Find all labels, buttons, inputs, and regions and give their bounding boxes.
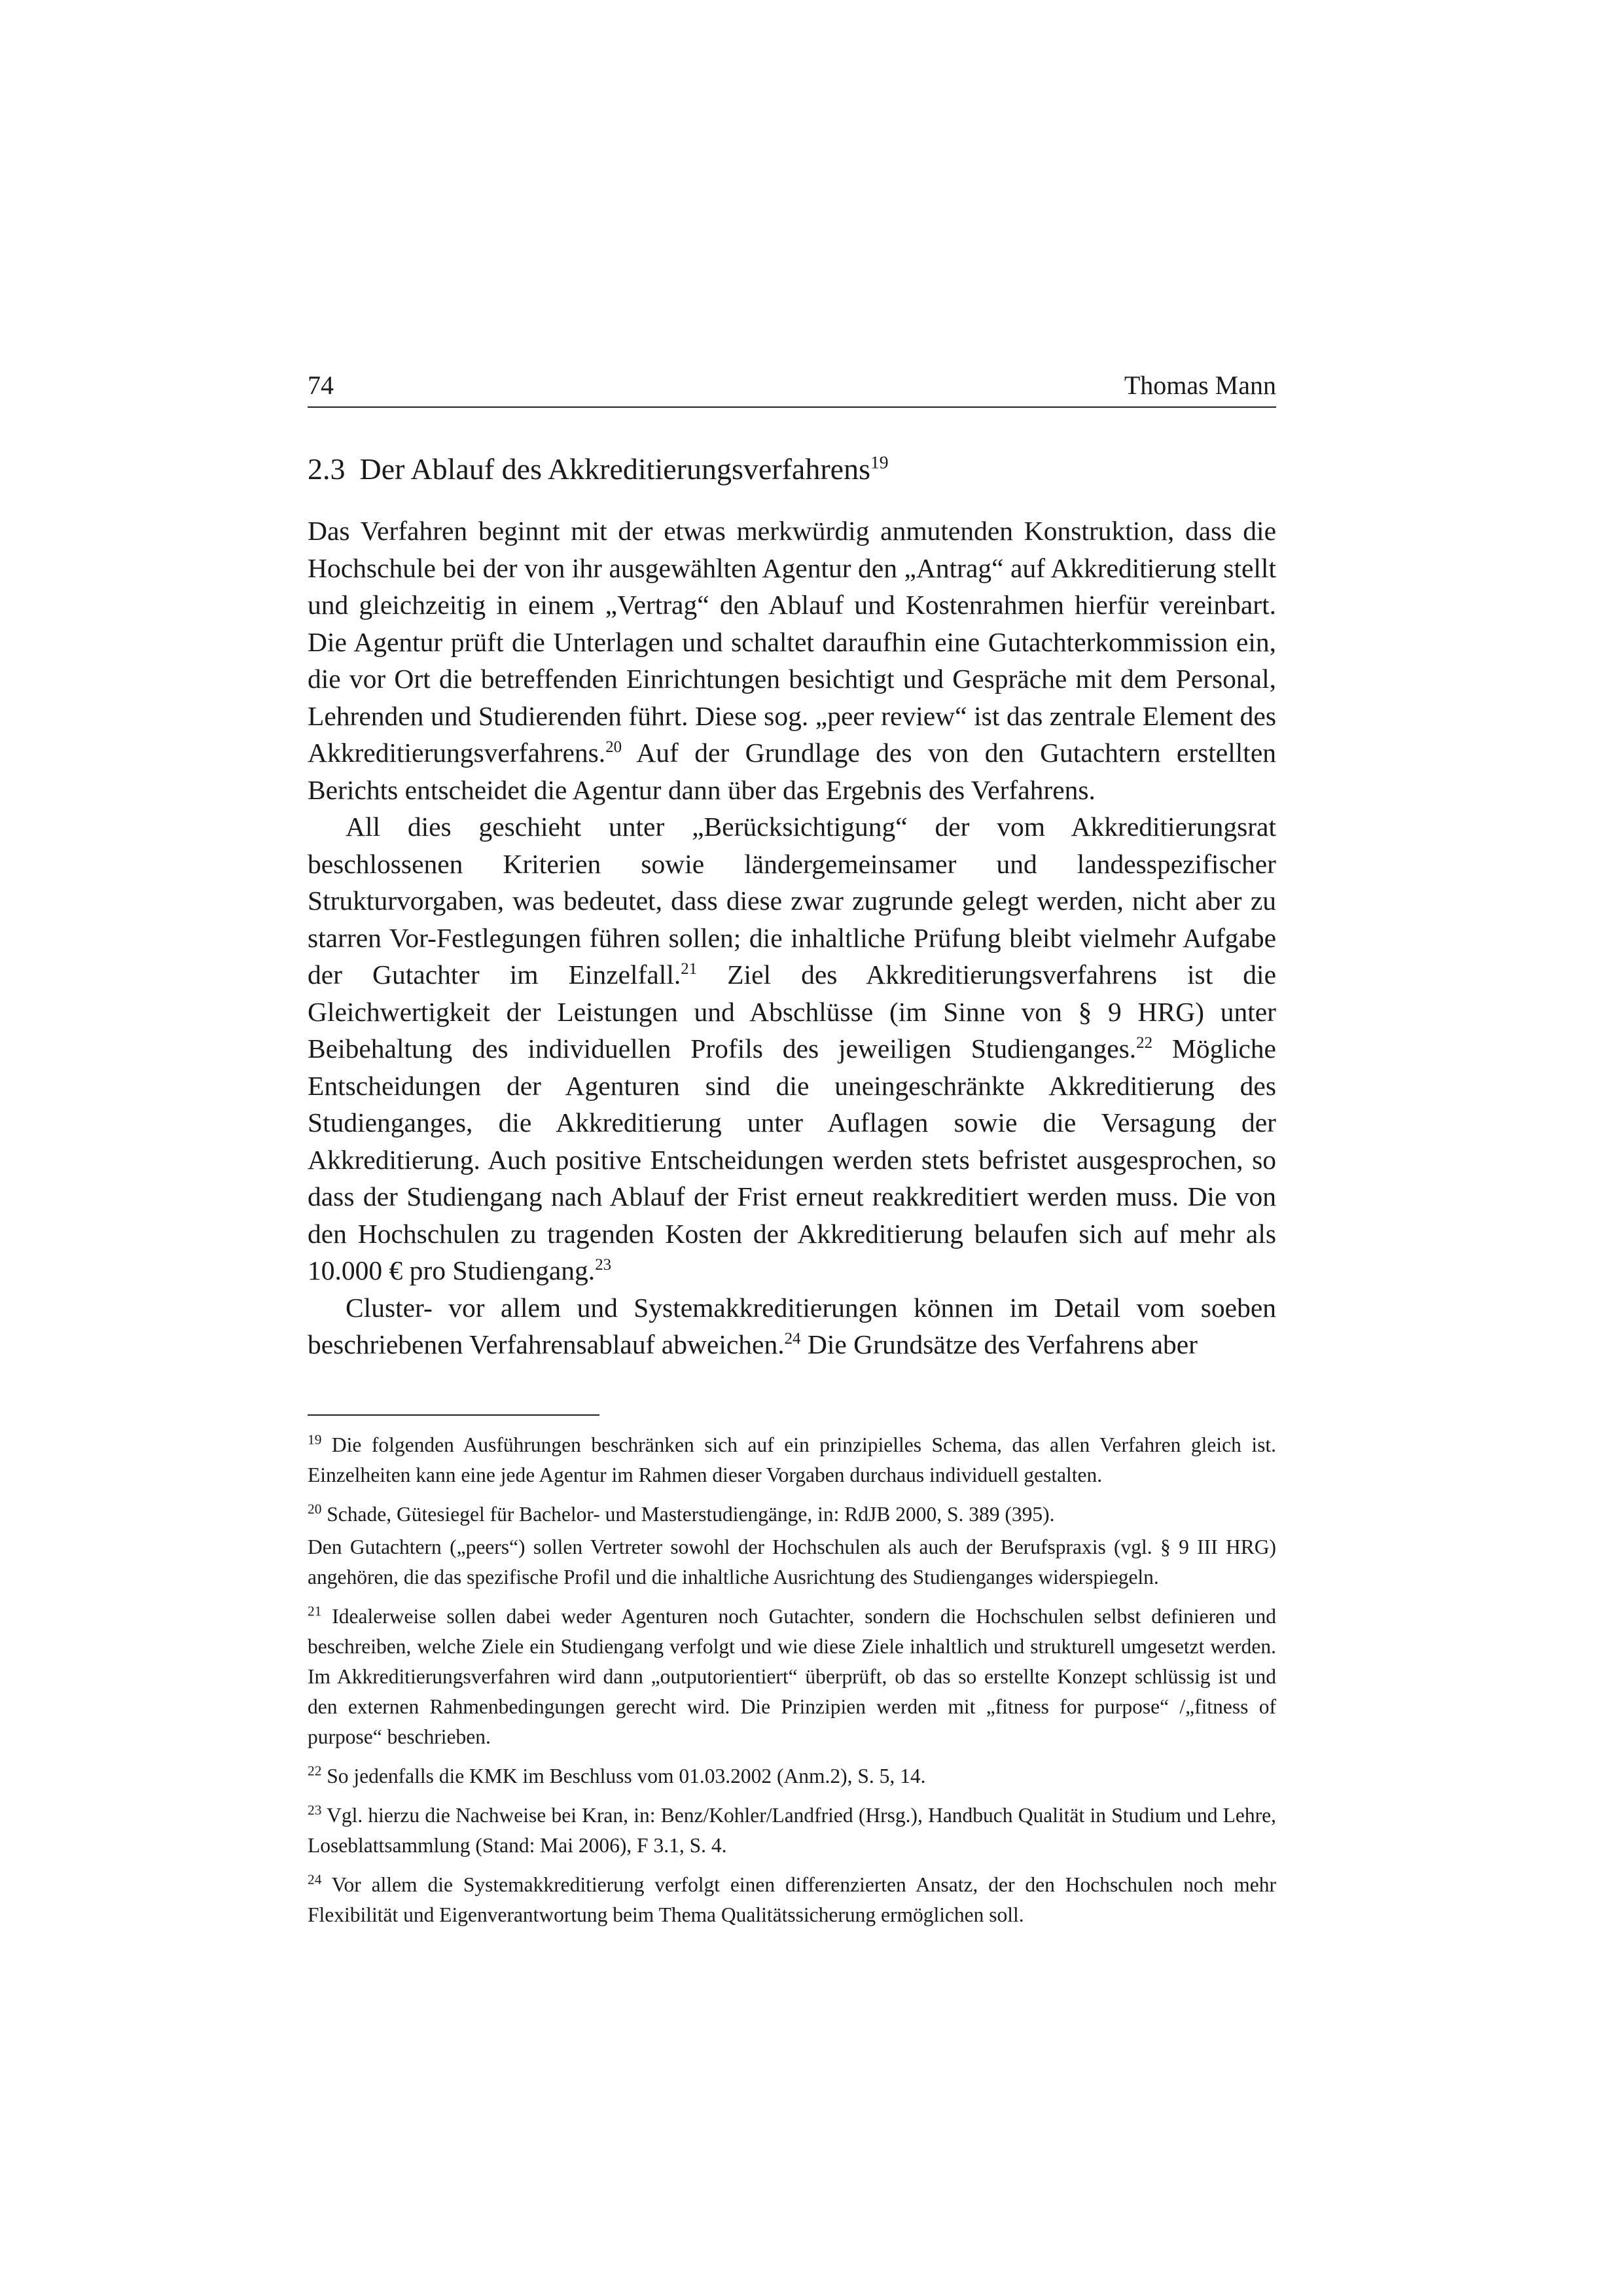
paragraph-1: Das Verfahren beginnt mit der etwas merkwürdig anmutenden Konstruktion, dass die Hochschule bei der von ihr ausgewählten Agentur den „Antrag“ auf Akkreditierung stellt und gleichzeitig in einem „Vertrag“ den Ablauf und Kostenrahmen hierfür vereinbart. Die Agentur prüft die Unterlagen und schaltet daraufhin eine Gutachterkommission ein, die vor Ort die betreffenden Einrichtungen besichtigt und Gespräche mit dem Personal, Lehrenden und Studierenden führt. Diese sog. „peer review“ ist das zentrale Element des Akkreditierungsverfahrens.$^{20}$ Auf der Grundlage des von den Gutachtern erstellten Berichts entscheidet die Agentur dann über das Ergebnis des Verfahrens. [308,516,1276,805]
footnote-24: $^{24}$ Vor allem die Systemakkreditierung verfolgt einen differenzierten Ansatz, der den Hochschulen noch mehr Flexibilität und Eigenverantwortung beim Thema Qualitätssicherung ermöglichen soll. [308,1871,1276,1926]
footnote-19: $^{19}$ Die folgenden Ausführungen beschränken sich auf ein prinzipielles Schema, das allen Verfahren gleich ist. Einzelheiten kann eine jede Agentur im Rahmen dieser Vorgaben durchaus individuell gestalten. [308,1431,1276,1486]
section-heading [308,451,1276,488]
footnote-20-continued: Den Gutachtern („peers“) sollen Vertreter sowohl der Hochschulen als auch der Berufspraxis (vgl. § 9 III HRG) angehören, die das spezifische Profil und die inhaltliche Ausrichtung des Studienganges widerspiegeln. [308,1535,1276,1588]
running-head [308,370,1276,408]
footnote-ref-24[interactable]: 24 [784,1330,801,1348]
paragraph-3: Cluster- vor allem und Systemakkreditierungen können im Detail vom soeben beschriebenen Verfahrensablauf abweichen.$^{24}$ Die Grundsätze des Verfahrens aber [308,1292,1276,1360]
book-page [308,370,1276,1939]
footnote-divider [308,1414,599,1416]
footnotes [308,1430,1276,1930]
footnote-ref-22[interactable]: 22 [1136,1034,1153,1052]
footnote-ref-21[interactable]: 21 [681,960,698,978]
footnote-22: $^{22}$ So jedenfalls die KMK im Beschluss vom 01.03.2002 (Anm.2), S. 5, 14. [308,1763,926,1787]
section-number: 2.3 [308,452,346,486]
body-text [308,512,1276,1363]
paragraph-2: All dies geschieht unter „Berücksichtigung“ der vom Akkreditierungsrat beschlossenen Kriterien sowie ländergemeinsamer und landesspezifischer Strukturvorgaben, was bedeutet, dass diese zwar zugrunde gelegt werden, nicht aber zu starren Vor-Festlegungen führen sollen; die inhaltliche Prüfung bleibt vielmehr Aufgabe der Gutachter im Einzelfall.$^{21}$ Ziel des Akkreditierungsverfahrens ist die Gleichwertigkeit der Leistungen und Abschlüsse (im Sinne von § 9 HRG) unter Beibehaltung des individuellen Profils des jeweiligen Studienganges.$^{22}$ Mögliche Entscheidungen der Agenturen sind die uneingeschränkte Akkreditierung des Studienganges, die Akkreditierung unter Auflagen sowie die Versagung der Akkreditierung. Auch positive Entscheidungen werden stets befristet ausgesprochen, so dass der Studiengang nach Ablauf der Frist erneut reakkreditiert werden muss. Die von den Hochschulen zu tragenden Kosten der Akkreditierung belaufen sich auf mehr als 10.000 € pro Studiengang.$^{23}$ [308,812,1276,1286]
footnote-ref-20[interactable]: 20 [605,738,622,757]
running-author: Thomas Mann [1124,370,1276,400]
footnote-20: $^{20}$ Schade, Gütesiegel für Bachelor- und Masterstudiengänge, in: RdJB 2000, S. 389 (395). [308,1501,1055,1526]
footnote-23: $^{23}$ Vgl. hierzu die Nachweise bei Kran, in: Benz/Kohler/Landfried (Hrsg.), Handbuch Qualität in Studium und Lehre, Loseblattsammlung (Stand: Mai 2006), F 3.1, S. 4. [308,1802,1276,1857]
footnote-21: $^{21}$ Idealerweise sollen dabei weder Agenturen noch Gutachter, sondern die Hochschulen selbst definieren und beschreiben, welche Ziele ein Studiengang verfolgt und wie diese Ziele inhaltlich und strukturell umgesetzt werden. Im Akkreditierungsverfahren wird dann „outputorientiert“ überprüft, ob das so erstellte Konzept schlüssig ist und den externen Rahmenbedingungen gerecht wird. Die Prinzipien werden mit „fitness for purpose“ /„fitness of purpose“ beschrieben. [308,1603,1276,1748]
footnote-ref-23[interactable]: 23 [595,1256,612,1274]
page-number: 74 [308,370,334,400]
footnote-ref-19[interactable]: 19 [870,452,889,473]
section-title: Der Ablauf des Akkreditierungsverfahrens [359,452,870,486]
